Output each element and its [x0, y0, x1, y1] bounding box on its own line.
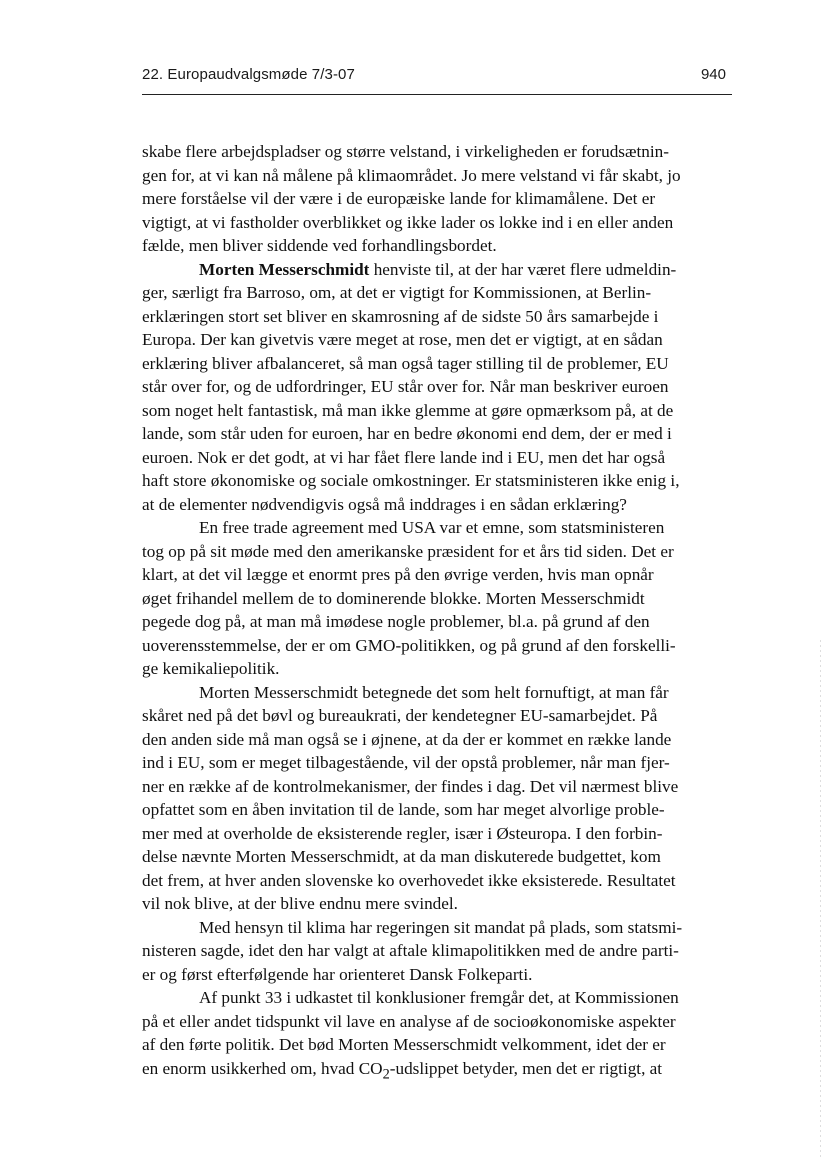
text-line: ger, særligt fra Barroso, om, at det er vigtigt for Kommissionen, at Berlin- [142, 283, 652, 302]
text-line: som noget helt fantastisk, må man ikke glemme at gøre opmærksom på, at de [142, 400, 674, 420]
text-line: den anden side må man også se i øjnene, at da der er kommet en række lande [142, 729, 672, 749]
subscript: 2 [382, 1065, 390, 1082]
text-line: står over for, og de udfordringer, EU står over for. Når man beskriver euroen [142, 377, 669, 396]
text-line: ge kemikaliepolitik. [142, 659, 280, 678]
text-line: Af punkt 33 i udkastet til konklusioner fremgår det, at Kommissionen [199, 988, 679, 1007]
text-line [142, 258, 732, 282]
running-header [142, 64, 732, 95]
text-line: at de elementer nødvendigvis også må inddrages i en sådan erklæring? [142, 494, 627, 514]
text-line: vil nok blive, at der blive endnu mere svindel. [142, 894, 458, 913]
text-line: lande, som står uden for euroen, har en bedre økonomi end dem, der er med i [142, 424, 672, 443]
text-line: erklæring bliver afbalanceret, så man også tager stilling til de problemer, EU [142, 353, 669, 373]
scan-edge-artifact [820, 640, 821, 1160]
paragraph-2 [142, 258, 732, 517]
text-line: vigtigt, at vi fastholder overblikket og ikke lader os lokke ind i en eller anden [142, 212, 674, 232]
text-line: uoverensstemmelse, der er om GMO-politikken, og på grund af den forskelli- [142, 635, 676, 655]
text-line: af den førte politik. Det bød Morten Messerschmidt velkomment, idet der er [142, 1035, 666, 1054]
text-line: euroen. Nok er det godt, at vi har fået flere lande ind i EU, men det har også [142, 447, 666, 467]
text-line: skabe flere arbejdspladser og større velstand, i virkeligheden er forudsætnin- [142, 142, 669, 161]
text-line: ner en række af de kontrolmekanismer, der findes i dag. Det vil nærmest blive [142, 776, 679, 796]
text-line: Europa. Der kan givetvis være meget at rose, men det er vigtigt, at en sådan [142, 330, 663, 349]
text-line: det frem, at hver anden slovenske ko overhovedet ikke eksisterede. Resultatet [142, 870, 676, 890]
text-line: tog op på sit møde med den amerikanske præsident for et års tid siden. Det er [142, 541, 674, 561]
text-line: skåret ned på det bøvl og bureaukrati, der kendetegner EU-samarbejdet. På [142, 706, 658, 725]
body-text [142, 140, 732, 1086]
paragraph-4 [142, 681, 732, 916]
text-line: erklæringen stort set bliver en skamrosning af de sidste 50 års samarbejde i [142, 306, 659, 326]
paragraph-6 [142, 986, 732, 1086]
text-line [142, 1057, 732, 1087]
paragraph-1 [142, 140, 732, 258]
text-line: er og først efterfølgende har orienteret Dansk Folkeparti. [142, 964, 533, 984]
text-line: øget frihandel mellem de to dominerende blokke. Morten Messerschmidt [142, 588, 645, 608]
text-line: Morten Messerschmidt betegnede det som helt fornuftigt, at man får [199, 682, 669, 702]
text-line: klart, at det vil lægge et enormt pres på den øvrige verden, hvis man opnår [142, 565, 654, 584]
paragraph-5 [142, 916, 732, 987]
page-number: 940 [700, 66, 726, 83]
text-line: opfattet som en åben invitation til de lande, som har meget alvorlige proble- [142, 800, 665, 819]
text-line: mer med at overholde de eksisterende regler, især i Østeuropa. I den forbin- [142, 823, 663, 843]
text-line: nisteren sagde, idet den har valgt at aftale klimapolitikken med de andre parti- [142, 941, 679, 960]
text-line: Med hensyn til klima har regeringen sit mandat på plads, som statsmi- [199, 917, 683, 937]
text-line: fælde, men bliver siddende ved forhandlingsbordet. [142, 236, 497, 255]
text-line: delse nævnte Morten Messerschmidt, at da man diskuterede budgettet, kom [142, 847, 661, 866]
text-line: En free trade agreement med USA var et emne, som statsministeren [199, 518, 665, 537]
text-line: på et eller andet tidspunkt vil lave en analyse af de socioøkonomiske aspekter [142, 1011, 676, 1031]
text-segment: en enorm usikkerhed om, hvad CO [142, 1058, 383, 1078]
header-title: 22. Europaudvalgsmøde 7/3-07 [142, 66, 355, 83]
text-line: haft store økonomiske og sociale omkostninger. Er statsministeren ikke enig i, [142, 471, 680, 490]
speaker-name: Morten Messerschmidt [199, 259, 370, 279]
text-line: gen for, at vi kan nå målene på klimaområdet. Jo mere velstand vi får skabt, jo [142, 165, 681, 185]
paragraph-3 [142, 516, 732, 681]
text-line: pegede dog på, at man må imødese nogle problemer, bl.a. på grund af den [142, 612, 650, 631]
text-line: ind i EU, som er meget tilbagestående, vil der opstå problemer, når man fjer- [142, 753, 670, 772]
text-line: mere forståelse vil der være i de europæiske lande for klimamålene. Det er [142, 189, 656, 208]
text-segment: henviste til, at der har været flere udmeldin- [369, 259, 677, 279]
text-segment: -udslippet betyder, men det er rigtigt, at [389, 1058, 663, 1078]
